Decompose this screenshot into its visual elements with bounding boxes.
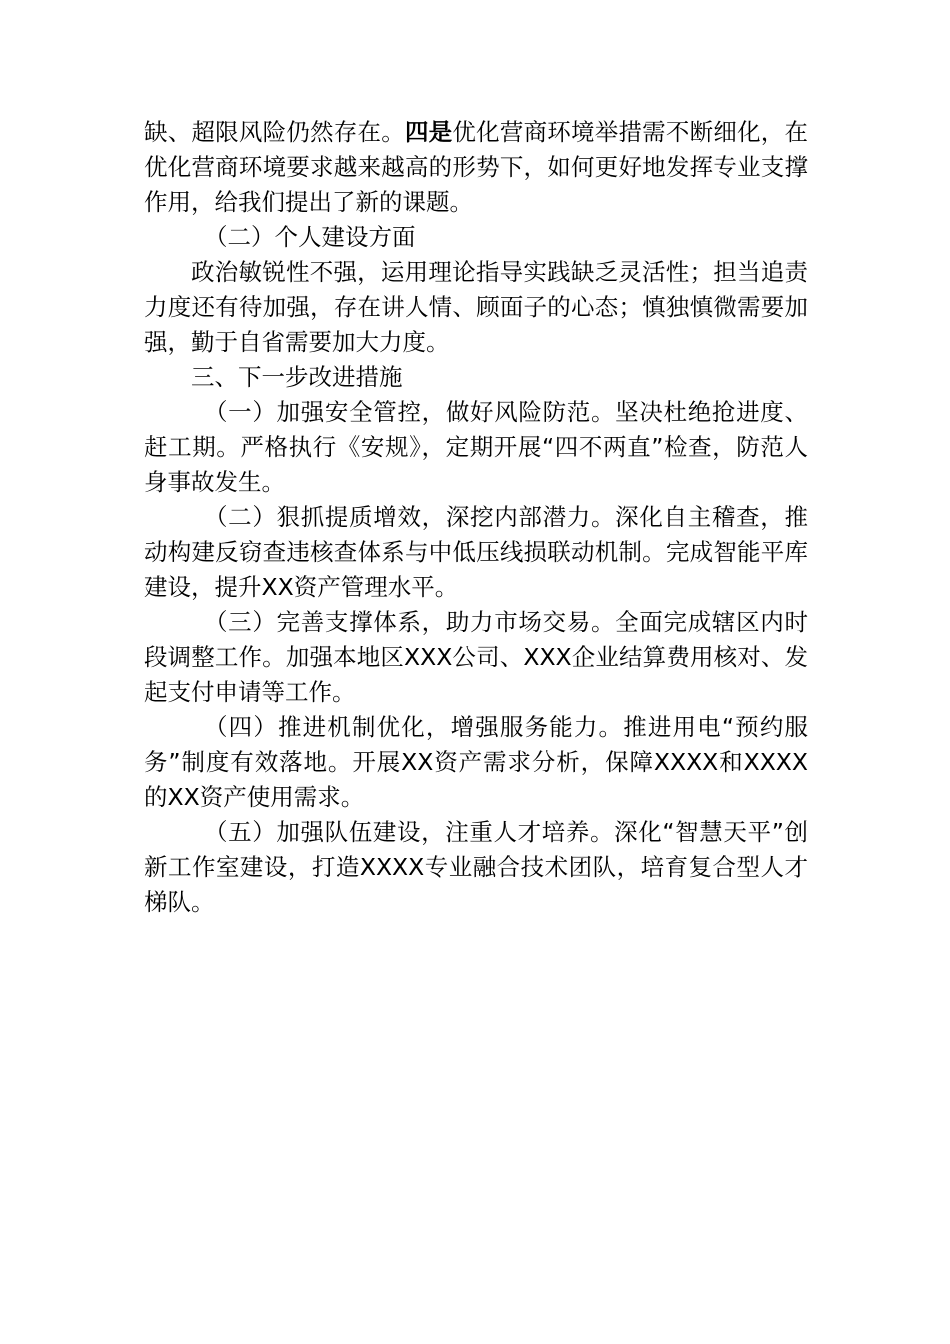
measure-item-3: （三）完善支撑体系，助力市场交易。全面完成辖区内时段调整工作。加强本地区XXX公司、XXX企业结算费用核对、发起支付申请等工作。	[144, 608, 808, 706]
measure-item-4: （四）推进机制优化，增强服务能力。推进用电“预约服务”制度有效落地。开展XX资产需求分析，保障XXXX和XXXX的XX资产使用需求。	[144, 713, 808, 811]
document-page	[144, 115, 808, 920]
section-heading-personal: （二）个人建设方面	[204, 223, 416, 251]
paragraph-rest-text: 优化营商环境举措需不断细化，在优化营商环境要求越来越高的形势下，如何更好地发挥专业支撑作用，给我们提出了新的课题。	[144, 118, 809, 216]
paragraph-personal: 政治敏锐性不强，运用理论指导实践缺乏灵活性；担当追责力度还有待加强，存在讲人情、顾面子的心态；慎独慎微需要加强，勤于自省需要加大力度。	[144, 258, 808, 356]
measure-item-1: （一）加强安全管控，做好风险防范。坚决杜绝抢进度、赶工期。严格执行《安规》，定期开展“四不两直”检查，防范人身事故发生。	[144, 398, 808, 496]
section-heading-next-steps: 三、下一步改进措施	[191, 363, 403, 391]
paragraph-lead-text: 缺、超限风险仍然存在。	[144, 118, 405, 146]
measure-item-5: （五）加强队伍建设，注重人才培养。深化“智慧天平”创新工作室建设，打造XXXX专业融合技术团队，培育复合型人才梯队。	[144, 818, 808, 916]
measure-item-2: （二）狠抓提质增效，深挖内部潜力。深化自主稽查，推动构建反窃查违核查体系与中低压线损联动机制。完成智能平库建设，提升XX资产管理水平。	[144, 503, 808, 601]
bold-keyword: 四是	[404, 118, 453, 146]
paragraph-continuation	[144, 115, 808, 220]
